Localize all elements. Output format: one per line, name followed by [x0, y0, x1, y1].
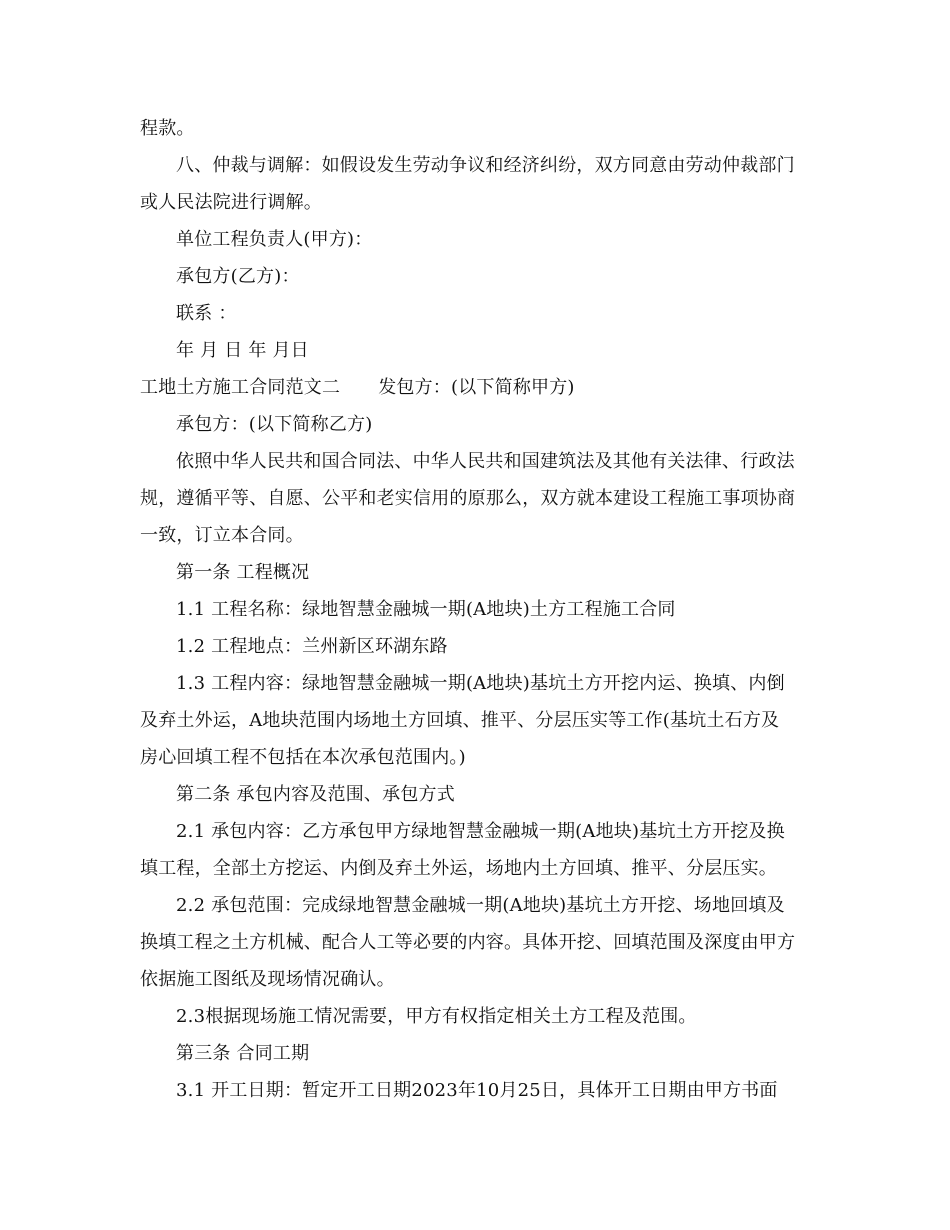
text-line: 1.3 工程内容：绿地智慧金融城一期(A地块)基坑土方开挖内运、换填、内倒 [176, 673, 785, 694]
text-line: 1.1 工程名称：绿地智慧金融城一期(A地块)土方工程施工合同 [176, 599, 676, 620]
text-line: 程款。 [140, 118, 195, 139]
text-line: 承包方(乙方)： [176, 266, 300, 287]
text-line: 联系 ： [176, 303, 237, 324]
text-line: 1.2 工程地点：兰州新区环湖东路 [176, 636, 448, 657]
section-title: 工地土方施工合同范文二 [140, 377, 341, 398]
text-line: 或人民法院进行调解。 [140, 192, 322, 213]
text-line: 房心回填工程不包括在本次承包范围内。) [140, 747, 466, 768]
text-line: 第三条 合同工期 [176, 1043, 310, 1064]
text-line [140, 377, 820, 399]
text-line: 年 月 日 年 月日 [176, 340, 309, 361]
text-line: 单位工程负责人(甲方)： [176, 229, 373, 250]
text-line: 规，遵循平等、自愿、公平和老实信用的原那么，双方就本建设工程施工事项协商 [140, 488, 796, 509]
text-line: 八、仲裁与调解：如假设发生劳动争议和经济纠纷，双方同意由劳动仲裁部门 [176, 155, 795, 176]
text-line: 第二条 承包内容及范围、承包方式 [176, 784, 455, 805]
text-line: 一致，订立本合同。 [140, 525, 304, 546]
text-line: 3.1 开工日期：暂定开工日期2023年10月25日，具体开工日期由甲方书面 [176, 1080, 778, 1101]
text-line: 及弃土外运，A地块范围内场地土方回填、推平、分层压实等工作(基坑土石方及 [140, 710, 780, 731]
text-line: 第一条 工程概况 [176, 562, 310, 583]
text-line: 2.3根据现场施工情况需要，甲方有权指定相关土方工程及范围。 [176, 1006, 697, 1027]
text-line: 填工程，全部土方挖运、内倒及弃土外运，场地内土方回填、推平、分层压实。 [140, 858, 777, 879]
text-line: 承包方：(以下简称乙方) [176, 414, 373, 435]
text-line: 2.2 承包范围：完成绿地智慧金融城一期(A地块)基坑土方开挖、场地回填及 [176, 895, 785, 916]
text-segment: 发包方：(以下简称甲方) [378, 377, 575, 398]
text-line: 2.1 承包内容：乙方承包甲方绿地智慧金融城一期(A地块)基坑土方开挖及换 [176, 821, 785, 842]
text-line: 换填工程之土方机械、配合人工等必要的内容。具体开挖、回填范围及深度由甲方 [140, 932, 796, 953]
text-line: 依照中华人民共和国合同法、中华人民共和国建筑法及其他有关法律、行政法 [176, 451, 795, 472]
text-line: 依据施工图纸及现场情况确认。 [140, 969, 395, 990]
